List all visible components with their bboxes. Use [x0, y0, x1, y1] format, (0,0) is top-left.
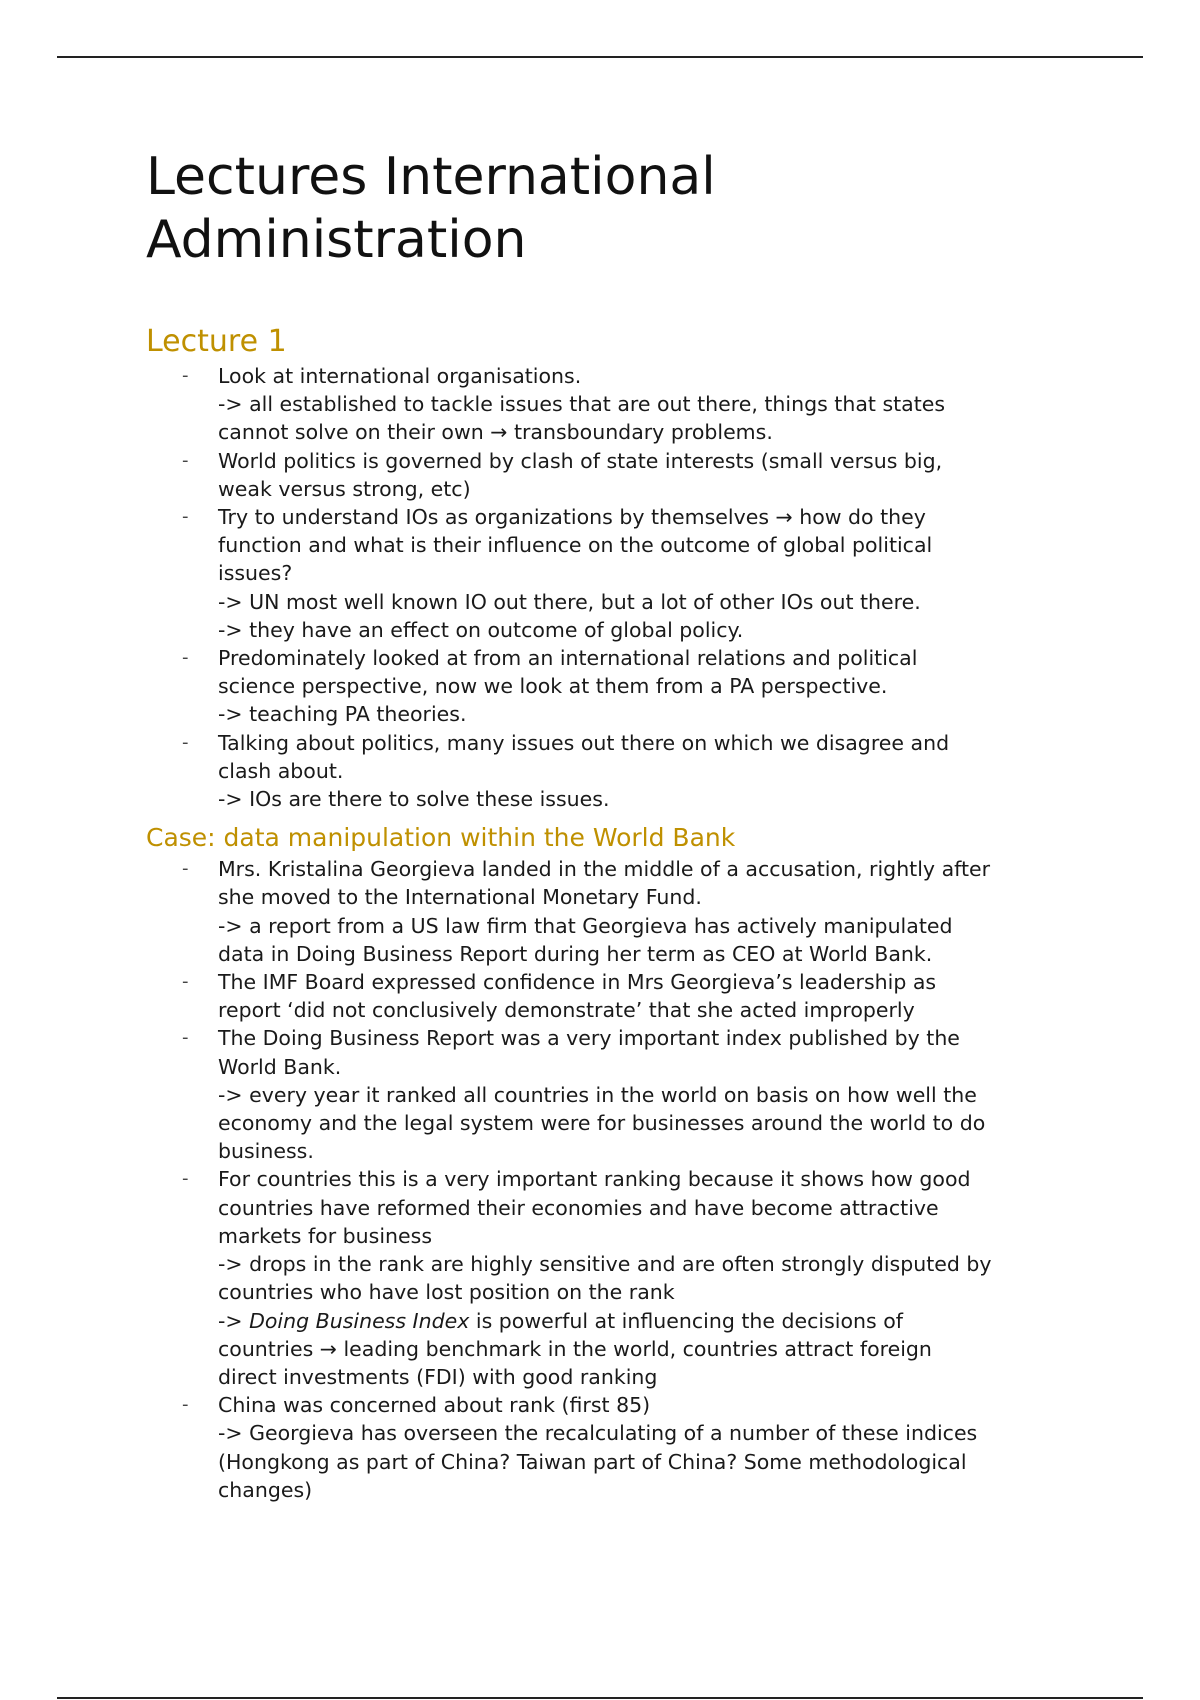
list-item-line: she moved to the International Monetary Fund. — [218, 885, 702, 910]
list-item-line: World Bank. — [218, 1054, 342, 1079]
list-item-line: weak versus strong, etc) — [218, 476, 471, 501]
list-item-line: changes) — [218, 1477, 313, 1502]
list-item-line: countries who have lost position on the rank — [218, 1280, 675, 1305]
bullet-dash: - — [182, 449, 189, 471]
list-item — [146, 644, 1066, 729]
list-item — [146, 729, 1066, 814]
list-item-line: markets for business — [218, 1223, 432, 1248]
bullet-dash: - — [182, 1168, 189, 1190]
list-item — [146, 855, 1066, 968]
list-item-line: Mrs. Kristalina Georgieva landed in the middle of a accusation, rightly after — [218, 857, 991, 882]
list-item-line: countries → leading benchmark in the world, countries attract foreign — [218, 1336, 932, 1361]
title-line-2: Administration — [146, 210, 527, 270]
list-item-line: The Doing Business Report was a very important index published by the — [218, 1026, 960, 1051]
list-item-line: World politics is governed by clash of state interests (small versus big, — [218, 448, 943, 473]
list-item-line: The IMF Board expressed confidence in Mrs Georgieva’s leadership as — [218, 970, 937, 995]
list-item-line: -> Georgieva has overseen the recalculating of a number of these indices — [218, 1421, 978, 1446]
lecture-1-list — [146, 362, 1066, 813]
list-item-line: -> IOs are there to solve these issues. — [218, 787, 610, 812]
list-item-line: countries have reformed their economies and have become attractive — [218, 1195, 939, 1220]
list-item-line: clash about. — [218, 758, 344, 783]
list-item-line: cannot solve on their own → transboundary problems. — [218, 420, 773, 445]
list-item — [146, 1165, 1066, 1391]
document-page — [146, 146, 1066, 1504]
doing-business-index-term: Doing Business Index — [249, 1308, 470, 1333]
italic-line-suffix: is powerful at influencing the decisions of — [469, 1308, 903, 1333]
italic-line-prefix: -> — [218, 1308, 250, 1333]
list-item-line: For countries this is a very important ranking because it shows how good — [218, 1167, 971, 1192]
bullet-dash: - — [182, 506, 189, 528]
list-item-line: Try to understand IOs as organizations by themselves → how do they — [218, 505, 926, 530]
list-item-line-italic — [218, 1307, 1066, 1335]
page-bottom-rule — [57, 1697, 1143, 1699]
list-item-line: data in Doing Business Report during her term as CEO at World Bank. — [218, 941, 933, 966]
list-item-line: issues? — [218, 561, 293, 586]
page-top-rule — [57, 56, 1143, 58]
case-list — [146, 855, 1066, 1504]
list-item-line: economy and the legal system were for businesses around the world to do — [218, 1111, 986, 1136]
list-item-line: function and what is their influence on the outcome of global political — [218, 533, 933, 558]
list-item — [146, 362, 1066, 447]
bullet-dash: - — [182, 365, 189, 386]
list-item-line: -> every year it ranked all countries in the world on basis on how well the — [218, 1082, 977, 1107]
list-item — [146, 503, 1066, 644]
bullet-dash: - — [182, 971, 189, 993]
bullet-dash: - — [182, 1027, 189, 1049]
bullet-dash: - — [182, 1394, 189, 1416]
bullet-dash: - — [182, 647, 189, 669]
bullet-dash: - — [182, 858, 189, 880]
list-item — [146, 1024, 1066, 1165]
list-item-line: -> a report from a US law firm that Georgieva has actively manipulated — [218, 913, 953, 938]
list-item-line: -> UN most well known IO out there, but a lot of other IOs out there. — [218, 589, 921, 614]
list-item — [146, 447, 1066, 503]
list-item-line: Talking about politics, many issues out there on which we disagree and — [218, 730, 950, 755]
list-item-line: direct investments (FDI) with good ranking — [218, 1364, 658, 1389]
list-item-line: business. — [218, 1139, 314, 1164]
title-line-1: Lectures International — [146, 147, 716, 207]
list-item-line: -> teaching PA theories. — [218, 702, 467, 727]
bullet-dash: - — [182, 731, 189, 753]
list-item-line: China was concerned about rank (first 85) — [218, 1393, 651, 1418]
list-item-line: -> drops in the rank are highly sensitive and are often strongly disputed by — [218, 1252, 992, 1277]
list-item-line: -> they have an effect on outcome of global policy. — [218, 617, 744, 642]
list-item-line: -> all established to tackle issues that are out there, things that states — [218, 392, 946, 417]
list-item-line: Look at international organisations. — [218, 364, 582, 388]
list-item-line: Predominately looked at from an international relations and political — [218, 646, 918, 671]
case-heading: Case: data manipulation within the World Bank — [146, 823, 736, 853]
lecture-1-heading: Lecture 1 — [146, 324, 287, 359]
list-item-line: science perspective, now we look at them from a PA perspective. — [218, 674, 888, 699]
list-item-line: (Hongkong as part of China? Taiwan part of China? Some methodological — [218, 1449, 967, 1474]
list-item — [146, 968, 1066, 1024]
document-title — [146, 146, 1066, 272]
list-item-line: report ‘did not conclusively demonstrate’ that she acted improperly — [218, 998, 915, 1023]
list-item — [146, 1391, 1066, 1504]
